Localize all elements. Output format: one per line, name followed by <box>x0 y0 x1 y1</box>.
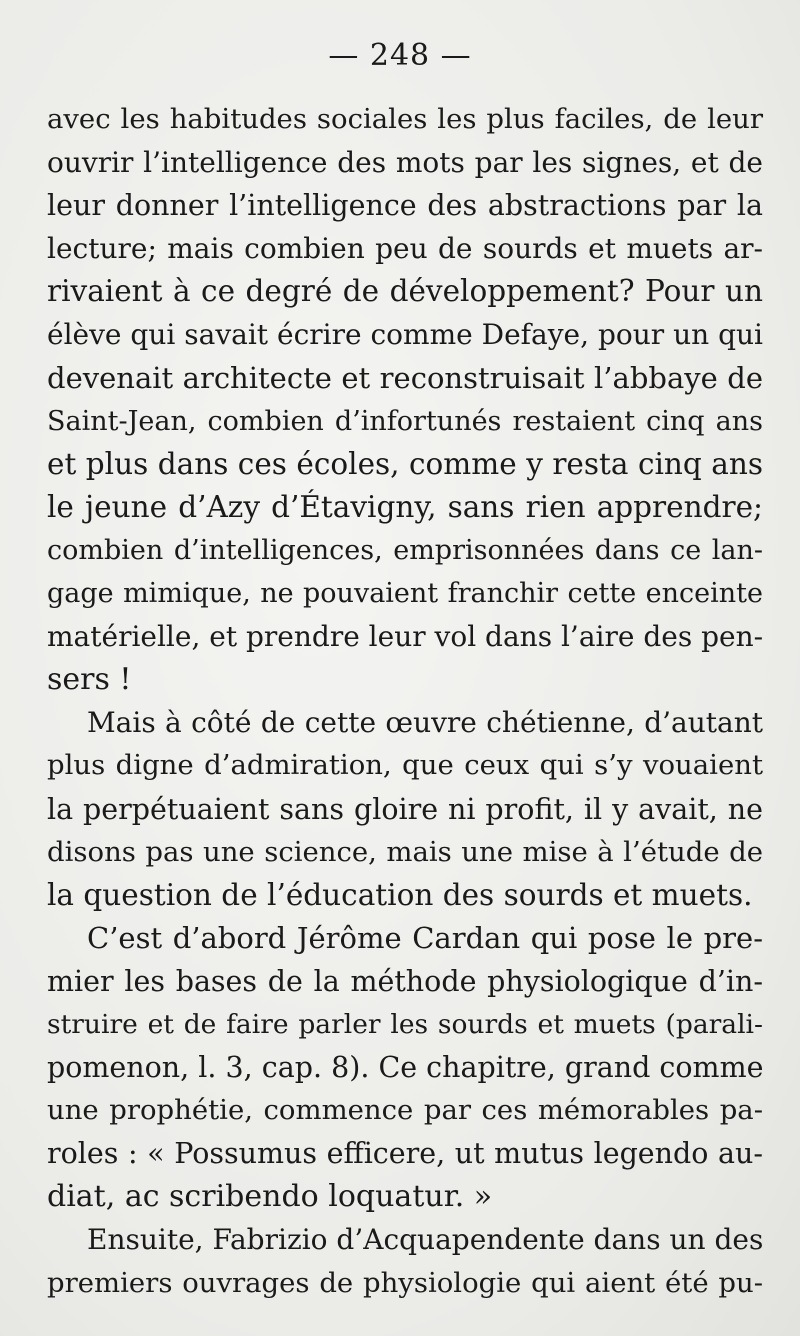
text-line: matérielle, et prendre leur vol dans l’aire des pen- <box>47 620 764 654</box>
text-line: premiers ouvrages de physiologie qui aient été pu- <box>47 1266 763 1299</box>
text-line: disons pas une science, mais une mise à l’étude de <box>47 835 763 868</box>
text-line: gage mimique, ne pouvaient franchir cette enceinte <box>47 578 763 610</box>
text-line: combien d’intelligences, emprisonnées dans ce lan- <box>47 534 763 566</box>
text-line: Mais à côté de cette œuvre chétienne, d’autant <box>87 706 763 740</box>
text-line: leur donner l’intelligence des abstractions par la <box>47 189 763 223</box>
text-line: et plus dans ces écoles, comme y resta cinq ans <box>47 446 763 481</box>
text-line: rivaient à ce degré de développement? Pour un <box>47 274 763 309</box>
text-line: ouvrir l’intelligence des mots par les signes, et de <box>47 146 763 180</box>
text-line: roles : « Possumus efficere, ut mutus legendo au- <box>47 1137 763 1171</box>
page-number: — 248 — <box>328 38 472 73</box>
text-line: pomenon, l. 3, cap. 8). Ce chapitre, grand comme <box>47 1051 764 1085</box>
text-line: Saint-Jean, combien d’infortunés restaient cinq ans <box>47 405 763 437</box>
text-line: la perpétuaient sans gloire ni profit, il y avait, ne <box>47 792 763 826</box>
text-line: sers ! <box>47 662 132 698</box>
text-line: le jeune d’Azy d’Étavigny, sans rien apprendre; <box>47 489 763 524</box>
text-line: diat, ac scribendo loquatur. » <box>47 1179 493 1215</box>
text-line: élève qui savait écrire comme Defaye, pour un qui <box>47 318 763 352</box>
text-line: lecture; mais combien peu de sourds et muets ar- <box>47 232 763 266</box>
text-line: struire et de faire parler les sourds et muets (parali- <box>47 1008 763 1040</box>
text-line: la question de l’éducation des sourds et muets. <box>47 877 753 912</box>
text-line: devenait architecte et reconstruisait l’abbaye de <box>47 360 763 395</box>
text-line: une prophétie, commence par ces mémorables pa- <box>47 1094 763 1127</box>
text-line: avec les habitudes sociales les plus faciles, de leur <box>47 103 763 135</box>
text-line: Ensuite, Fabrizio d’Acquapendente dans un des <box>87 1223 764 1257</box>
text-line: mier les bases de la méthode physiologique d’in- <box>47 964 763 998</box>
text-line: plus digne d’admiration, que ceux qui s’y vouaient <box>47 749 763 782</box>
page-body <box>47 98 763 1305</box>
text-line: C’est d’abord Jérôme Cardan qui pose le pre- <box>87 920 763 955</box>
